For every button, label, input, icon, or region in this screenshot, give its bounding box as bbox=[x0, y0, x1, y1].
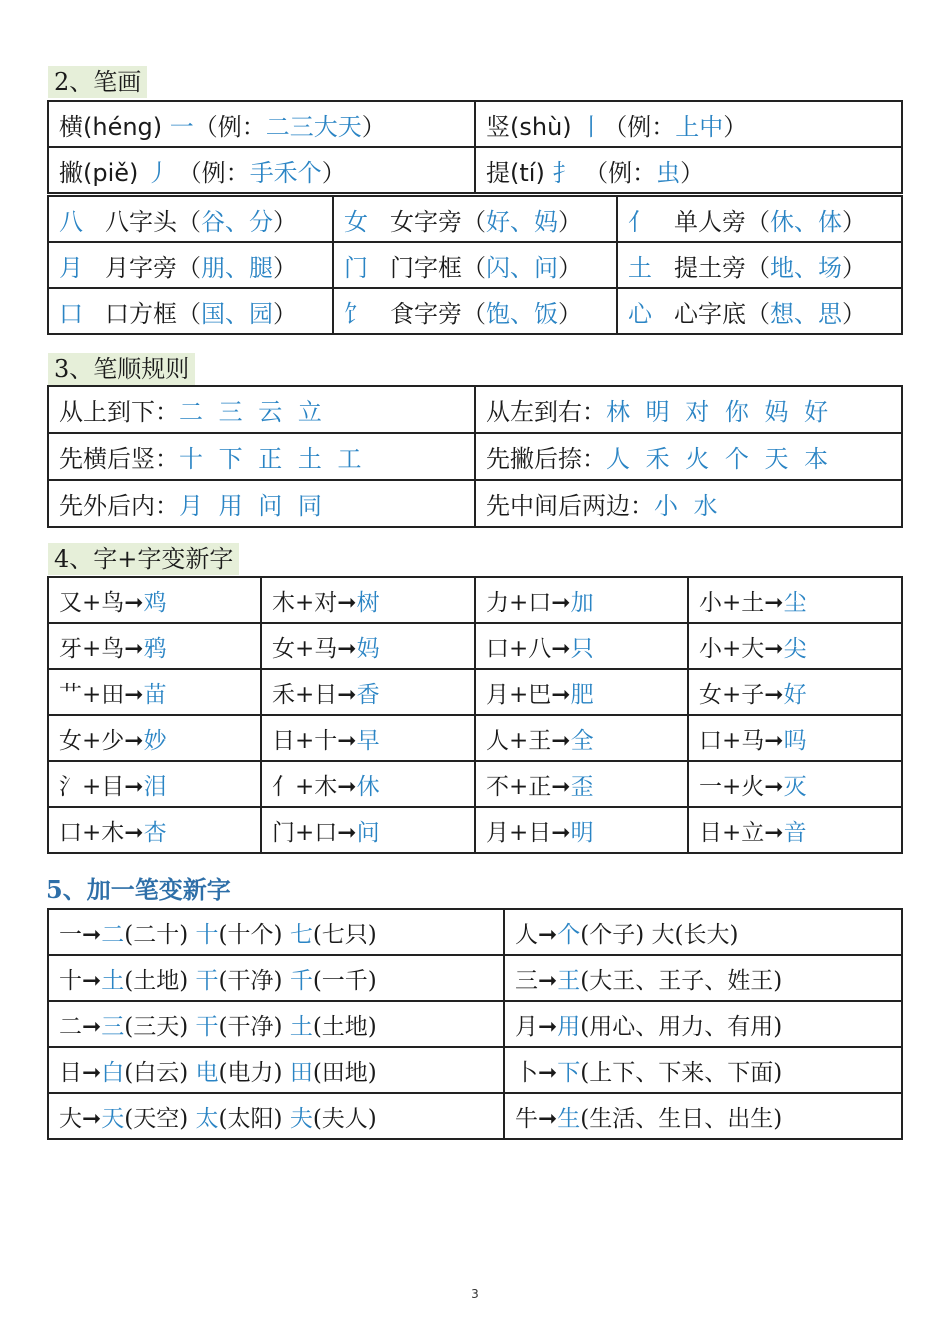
stroke-examples: 上中 bbox=[675, 112, 724, 141]
example-close: ） bbox=[321, 158, 346, 187]
combine-cell bbox=[261, 715, 475, 761]
example-close: ） bbox=[842, 207, 866, 236]
arrow-icon: ➞ bbox=[82, 1105, 102, 1132]
example-close: ） bbox=[273, 299, 297, 328]
arrow-icon: ➞ bbox=[337, 681, 357, 708]
rule-label: 先撇后捺： bbox=[486, 445, 606, 473]
radical-glyph: 土 bbox=[628, 253, 652, 282]
base-char: 大 bbox=[59, 1105, 82, 1132]
base-char: 牛 bbox=[515, 1105, 538, 1132]
arrow-icon: ➞ bbox=[82, 921, 102, 948]
arrow-icon: ➞ bbox=[124, 819, 144, 846]
combine-cell bbox=[475, 715, 688, 761]
arrow-icon: ➞ bbox=[764, 681, 784, 708]
example-open: （例： bbox=[193, 112, 266, 141]
combine-parts: 亻+木 bbox=[272, 773, 338, 800]
combine-result: 加 bbox=[570, 589, 594, 616]
stroke-glyph: 扌 bbox=[552, 158, 577, 187]
arrow-icon: ➞ bbox=[551, 819, 571, 846]
combine-parts: 月+巴 bbox=[486, 681, 552, 708]
combine-result: 树 bbox=[356, 589, 380, 616]
radical-cell bbox=[48, 242, 333, 288]
combine-parts: 小+大 bbox=[699, 635, 765, 662]
rule-examples: 月 用 问 同 bbox=[179, 492, 326, 520]
word: (十个) bbox=[218, 921, 283, 948]
word: (生活、生日、出生) bbox=[580, 1105, 783, 1132]
example-close: ） bbox=[273, 207, 297, 236]
stroke-examples: 虫 bbox=[656, 158, 681, 187]
arrow-icon: ➞ bbox=[538, 1059, 558, 1086]
add-stroke-cell bbox=[48, 1093, 504, 1139]
arrow-icon: ➞ bbox=[551, 635, 571, 662]
arrow-icon: ➞ bbox=[124, 681, 144, 708]
new-char: 二 bbox=[101, 921, 125, 948]
combine-parts: 月+日 bbox=[486, 819, 552, 846]
arrow-icon: ➞ bbox=[551, 589, 571, 616]
radical-examples: 想、思 bbox=[770, 299, 842, 328]
radical-name: 提土旁 bbox=[674, 253, 746, 282]
radical-examples: 谷、分 bbox=[201, 207, 273, 236]
radical-glyph: 亻 bbox=[628, 207, 652, 236]
word: (一千) bbox=[312, 967, 377, 994]
radical-glyph: 女 bbox=[344, 207, 368, 236]
new-char: 天 bbox=[101, 1105, 125, 1132]
add-stroke-cell bbox=[504, 1001, 902, 1047]
combine-result: 尖 bbox=[783, 635, 807, 662]
combine-result: 问 bbox=[356, 819, 380, 846]
example-close: ） bbox=[842, 253, 866, 282]
combine-parts: 力+口 bbox=[486, 589, 552, 616]
new-char: 三 bbox=[101, 1013, 125, 1040]
arrow-icon: ➞ bbox=[337, 727, 357, 754]
base-char: 日 bbox=[59, 1059, 82, 1086]
combine-cell bbox=[688, 623, 902, 669]
rule-label: 从上到下： bbox=[59, 398, 179, 426]
combine-cell bbox=[688, 807, 902, 853]
word: (二十) bbox=[124, 921, 189, 948]
stroke-heng-cell bbox=[48, 101, 475, 147]
example-close: ） bbox=[680, 158, 705, 187]
base-char: 一 bbox=[59, 921, 82, 948]
example-close: ） bbox=[558, 253, 582, 282]
stroke-name: 撇(piě) bbox=[59, 158, 139, 187]
combine-result: 吗 bbox=[783, 727, 807, 754]
new-char: 太 bbox=[195, 1105, 219, 1132]
radical-examples: 闪、问 bbox=[486, 253, 558, 282]
example-open: （ bbox=[746, 299, 770, 328]
rule-cell bbox=[48, 433, 475, 480]
combine-result: 灭 bbox=[783, 773, 807, 800]
arrow-icon: ➞ bbox=[124, 589, 144, 616]
combine-parts: 禾+日 bbox=[272, 681, 338, 708]
new-char: 下 bbox=[557, 1059, 581, 1086]
add-stroke-cell bbox=[504, 909, 902, 955]
arrow-icon: ➞ bbox=[337, 589, 357, 616]
combine-parts: 小+土 bbox=[699, 589, 765, 616]
word: (太阳) bbox=[218, 1105, 283, 1132]
rule-examples: 林 明 对 你 妈 好 bbox=[606, 398, 833, 426]
radical-glyph: 口 bbox=[59, 299, 83, 328]
stroke-glyph: 丿 bbox=[146, 158, 171, 187]
radical-name: 食字旁 bbox=[390, 299, 462, 328]
combine-result: 香 bbox=[356, 681, 380, 708]
radical-cell bbox=[617, 288, 902, 334]
new-char: 七 bbox=[289, 921, 313, 948]
arrow-icon: ➞ bbox=[337, 819, 357, 846]
section-4-title: 4、字+字变新字 bbox=[48, 543, 239, 575]
radical-examples: 国、园 bbox=[201, 299, 273, 328]
arrow-icon: ➞ bbox=[82, 1059, 102, 1086]
rule-cell bbox=[475, 480, 902, 527]
add-stroke-cell bbox=[48, 1047, 504, 1093]
arrow-icon: ➞ bbox=[764, 727, 784, 754]
radical-examples: 地、场 bbox=[770, 253, 842, 282]
word: (土地) bbox=[312, 1013, 377, 1040]
arrow-icon: ➞ bbox=[124, 635, 144, 662]
combine-table bbox=[47, 576, 903, 854]
combine-cell bbox=[475, 577, 688, 623]
example-open: （ bbox=[462, 299, 486, 328]
combine-parts: 门+口 bbox=[272, 819, 338, 846]
stroke-shu-cell bbox=[475, 101, 902, 147]
combine-result: 休 bbox=[356, 773, 380, 800]
base-char: 二 bbox=[59, 1013, 82, 1040]
word: (夫人) bbox=[312, 1105, 377, 1132]
section-2-title: 2、笔画 bbox=[48, 66, 147, 98]
add-stroke-cell bbox=[504, 955, 902, 1001]
arrow-icon: ➞ bbox=[764, 589, 784, 616]
section-5-title: 5、加一笔变新字 bbox=[46, 875, 231, 904]
combine-cell bbox=[261, 623, 475, 669]
arrow-icon: ➞ bbox=[538, 921, 558, 948]
radical-cell bbox=[333, 196, 617, 242]
word: (上下、下来、下面) bbox=[580, 1059, 783, 1086]
radical-name: 月字旁 bbox=[105, 253, 177, 282]
example-open: （ bbox=[177, 299, 201, 328]
radical-name: 口方框 bbox=[105, 299, 177, 328]
example-close: ） bbox=[273, 253, 297, 282]
rule-examples: 二 三 云 立 bbox=[179, 398, 326, 426]
radical-cell bbox=[617, 196, 902, 242]
radical-name: 八字头 bbox=[105, 207, 177, 236]
section-3-title: 3、笔顺规则 bbox=[48, 353, 195, 385]
combine-result: 只 bbox=[570, 635, 594, 662]
base-char: 十 bbox=[59, 967, 82, 994]
combine-parts: 日+十 bbox=[272, 727, 338, 754]
combine-cell bbox=[261, 577, 475, 623]
add-stroke-cell bbox=[48, 909, 504, 955]
example-open: （ bbox=[462, 207, 486, 236]
combine-cell bbox=[48, 761, 261, 807]
combine-cell bbox=[688, 761, 902, 807]
example-open: （ bbox=[177, 207, 201, 236]
example-close: ） bbox=[361, 112, 386, 141]
add-stroke-cell bbox=[48, 1001, 504, 1047]
new-char: 千 bbox=[289, 967, 313, 994]
combine-result: 妙 bbox=[143, 727, 167, 754]
radical-name: 心字底 bbox=[674, 299, 746, 328]
example-open: （例： bbox=[177, 158, 250, 187]
new-char: 干 bbox=[195, 967, 219, 994]
stroke-examples: 手禾个 bbox=[249, 158, 322, 187]
base-char: 月 bbox=[515, 1013, 538, 1040]
arrow-icon: ➞ bbox=[551, 681, 571, 708]
arrow-icon: ➞ bbox=[764, 635, 784, 662]
new-char: 土 bbox=[289, 1013, 313, 1040]
combine-parts: 日+立 bbox=[699, 819, 765, 846]
add-stroke-cell bbox=[48, 955, 504, 1001]
radical-name: 门字框 bbox=[390, 253, 462, 282]
rule-examples: 人 禾 火 个 天 本 bbox=[606, 445, 833, 473]
word: (干净) bbox=[218, 967, 283, 994]
combine-parts: 人+王 bbox=[486, 727, 552, 754]
combine-cell bbox=[688, 577, 902, 623]
radicals-table bbox=[47, 195, 903, 335]
add-stroke-cell bbox=[504, 1047, 902, 1093]
combine-cell bbox=[261, 669, 475, 715]
example-open: （ bbox=[462, 253, 486, 282]
arrow-icon: ➞ bbox=[764, 773, 784, 800]
rule-examples: 小 水 bbox=[654, 492, 722, 520]
arrow-icon: ➞ bbox=[538, 1013, 558, 1040]
new-char: 个 bbox=[557, 921, 581, 948]
rule-cell bbox=[48, 386, 475, 433]
combine-parts: 艹+田 bbox=[59, 681, 125, 708]
arrow-icon: ➞ bbox=[337, 773, 357, 800]
word: (用心、用力、有用) bbox=[580, 1013, 783, 1040]
radical-cell bbox=[617, 242, 902, 288]
stroke-glyph: 丨 bbox=[579, 112, 604, 141]
combine-result: 好 bbox=[783, 681, 807, 708]
new-char: 田 bbox=[289, 1059, 313, 1086]
new-char: 王 bbox=[557, 967, 581, 994]
rule-label: 先外后内： bbox=[59, 492, 179, 520]
radical-examples: 朋、腿 bbox=[201, 253, 273, 282]
arrow-icon: ➞ bbox=[538, 1105, 558, 1132]
word: (七只) bbox=[312, 921, 377, 948]
stroke-examples: 二三大天 bbox=[265, 112, 362, 141]
add-stroke-cell bbox=[504, 1093, 902, 1139]
combine-result: 音 bbox=[783, 819, 807, 846]
new-char: 用 bbox=[557, 1013, 581, 1040]
arrow-icon: ➞ bbox=[82, 967, 102, 994]
stroke-ti-cell bbox=[475, 147, 902, 193]
arrow-icon: ➞ bbox=[337, 635, 357, 662]
combine-result: 歪 bbox=[570, 773, 594, 800]
stroke-order-table bbox=[47, 385, 903, 528]
new-char: 土 bbox=[101, 967, 125, 994]
combine-cell bbox=[48, 623, 261, 669]
base-char: 人 bbox=[515, 921, 538, 948]
combine-result: 明 bbox=[570, 819, 594, 846]
combine-parts: 口+马 bbox=[699, 727, 765, 754]
example-close: ） bbox=[558, 299, 582, 328]
new-char: 生 bbox=[557, 1105, 581, 1132]
example-open: （ bbox=[746, 207, 770, 236]
rule-examples: 十 下 正 土 工 bbox=[179, 445, 366, 473]
radical-examples: 饱、饭 bbox=[486, 299, 558, 328]
combine-parts: 女+马 bbox=[272, 635, 338, 662]
example-open: （例： bbox=[603, 112, 676, 141]
word: (白云) bbox=[124, 1059, 189, 1086]
word: (电力) bbox=[218, 1059, 283, 1086]
combine-cell bbox=[475, 623, 688, 669]
stroke-name: 横(héng) bbox=[59, 112, 163, 141]
base-char: 三 bbox=[515, 967, 538, 994]
combine-result: 全 bbox=[570, 727, 594, 754]
example-close: ） bbox=[723, 112, 748, 141]
new-char: 十 bbox=[195, 921, 219, 948]
radical-examples: 好、妈 bbox=[486, 207, 558, 236]
combine-parts: 女+少 bbox=[59, 727, 125, 754]
combine-cell bbox=[48, 669, 261, 715]
radical-examples: 休、体 bbox=[770, 207, 842, 236]
arrow-icon: ➞ bbox=[551, 773, 571, 800]
add-stroke-table bbox=[47, 908, 903, 1140]
combine-cell bbox=[48, 807, 261, 853]
example-close: ） bbox=[842, 299, 866, 328]
new-char: 干 bbox=[195, 1013, 219, 1040]
rule-cell bbox=[475, 386, 902, 433]
combine-result: 苗 bbox=[143, 681, 167, 708]
combine-cell bbox=[475, 761, 688, 807]
combine-parts: 牙+鸟 bbox=[59, 635, 125, 662]
combine-cell bbox=[48, 577, 261, 623]
radical-name: 单人旁 bbox=[674, 207, 746, 236]
new-char: 夫 bbox=[289, 1105, 313, 1132]
combine-result: 妈 bbox=[356, 635, 380, 662]
radical-cell bbox=[48, 288, 333, 334]
example-close: ） bbox=[558, 207, 582, 236]
combine-cell bbox=[261, 761, 475, 807]
radical-glyph: 门 bbox=[344, 253, 368, 282]
new-char: 白 bbox=[101, 1059, 125, 1086]
combine-cell bbox=[688, 715, 902, 761]
combine-parts: 女+子 bbox=[699, 681, 765, 708]
radical-cell bbox=[333, 242, 617, 288]
combine-result: 杏 bbox=[143, 819, 167, 846]
combine-result: 尘 bbox=[783, 589, 807, 616]
arrow-icon: ➞ bbox=[538, 967, 558, 994]
rule-cell bbox=[48, 480, 475, 527]
combine-result: 鸦 bbox=[143, 635, 167, 662]
word: (田地) bbox=[312, 1059, 377, 1086]
combine-cell bbox=[688, 669, 902, 715]
example-open: （ bbox=[746, 253, 770, 282]
combine-parts: 口+八 bbox=[486, 635, 552, 662]
combine-parts: 一+火 bbox=[699, 773, 765, 800]
example-open: （例： bbox=[584, 158, 657, 187]
word: (三天) bbox=[124, 1013, 189, 1040]
radical-cell bbox=[48, 196, 333, 242]
combine-parts: 又+鸟 bbox=[59, 589, 125, 616]
radical-glyph: 心 bbox=[628, 299, 652, 328]
stroke-glyph: 一 bbox=[169, 112, 194, 141]
radical-glyph: 八 bbox=[59, 207, 83, 236]
combine-cell bbox=[475, 669, 688, 715]
combine-cell bbox=[48, 715, 261, 761]
combine-cell bbox=[475, 807, 688, 853]
rule-cell bbox=[475, 433, 902, 480]
stroke-pie-cell bbox=[48, 147, 475, 193]
stroke-name: 提(tí) bbox=[486, 158, 545, 187]
word: (土地) bbox=[124, 967, 189, 994]
combine-cell bbox=[261, 807, 475, 853]
stroke-name: 竖(shù) bbox=[486, 112, 572, 141]
arrow-icon: ➞ bbox=[551, 727, 571, 754]
word: (大王、王子、姓王) bbox=[580, 967, 783, 994]
combine-parts: 氵+目 bbox=[59, 773, 125, 800]
combine-result: 早 bbox=[356, 727, 380, 754]
radical-glyph: 月 bbox=[59, 253, 83, 282]
strokes-table bbox=[47, 100, 903, 194]
word: (天空) bbox=[124, 1105, 189, 1132]
word: (干净) bbox=[218, 1013, 283, 1040]
arrow-icon: ➞ bbox=[764, 819, 784, 846]
combine-parts: 口+木 bbox=[59, 819, 125, 846]
combine-result: 肥 bbox=[570, 681, 594, 708]
rule-label: 从左到右： bbox=[486, 398, 606, 426]
page-number: 3 bbox=[471, 1287, 479, 1301]
word: (长大) bbox=[674, 921, 739, 948]
example-open: （ bbox=[177, 253, 201, 282]
radical-glyph: 饣 bbox=[344, 299, 368, 328]
combine-parts: 木+对 bbox=[272, 589, 338, 616]
rule-label: 先中间后两边： bbox=[486, 492, 654, 520]
arrow-icon: ➞ bbox=[124, 727, 144, 754]
arrow-icon: ➞ bbox=[82, 1013, 102, 1040]
radical-cell bbox=[333, 288, 617, 334]
base-char: 卜 bbox=[515, 1059, 538, 1086]
combine-result: 鸡 bbox=[143, 589, 167, 616]
radical-name: 女字旁 bbox=[390, 207, 462, 236]
rule-label: 先横后竖： bbox=[59, 445, 179, 473]
combine-parts: 不+正 bbox=[486, 773, 552, 800]
arrow-icon: ➞ bbox=[124, 773, 144, 800]
new-char: 大 bbox=[651, 921, 675, 948]
word: (个子) bbox=[580, 921, 645, 948]
combine-result: 泪 bbox=[143, 773, 167, 800]
new-char: 电 bbox=[195, 1059, 219, 1086]
